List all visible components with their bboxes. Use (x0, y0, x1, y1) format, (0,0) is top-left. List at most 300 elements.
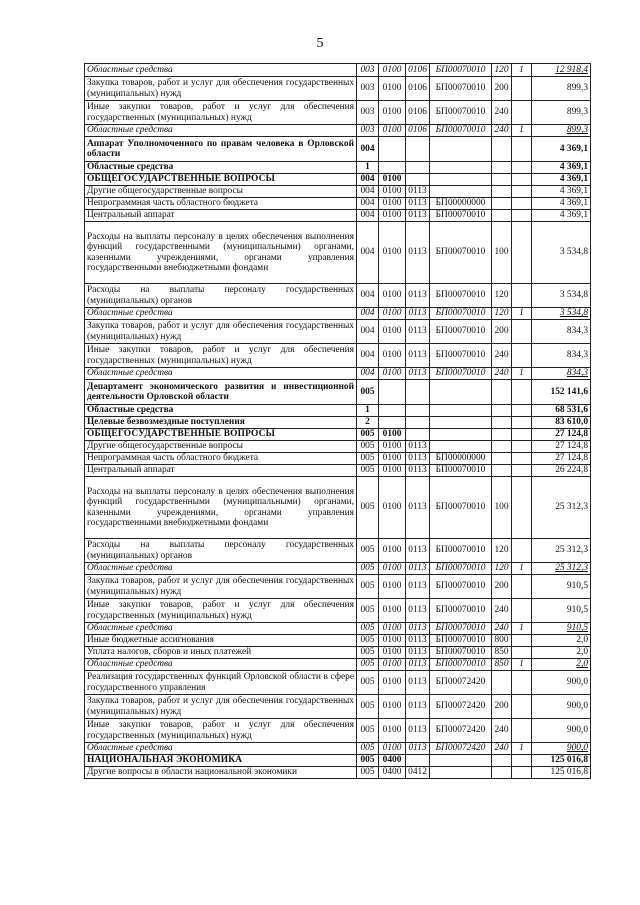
row-expense-type: 850 (492, 659, 512, 671)
row-name: Областные средства (85, 368, 357, 380)
row-expense-type (492, 174, 512, 186)
row-section-code: 0100 (379, 539, 406, 563)
table-row (85, 441, 591, 453)
row-name: ОБЩЕГОСУДАРСТВЕННЫЕ ВОПРОСЫ (85, 429, 357, 441)
row-amount: 25 312,3 (532, 539, 591, 563)
row-source-code (512, 635, 532, 647)
row-amount: 25 312,3 (532, 477, 591, 539)
row-section-code: 0100 (379, 77, 406, 101)
row-section-code (379, 380, 406, 405)
table-row (85, 575, 591, 599)
row-admin-code: 005 (357, 599, 379, 623)
row-name: Непрограммная часть областного бюджета (85, 453, 357, 465)
row-amount: 152 141,6 (532, 380, 591, 405)
row-amount: 2,0 (532, 647, 591, 659)
row-source-code (512, 344, 532, 368)
row-section-code: 0100 (379, 441, 406, 453)
row-section-code: 0100 (379, 477, 406, 539)
row-admin-code: 005 (357, 563, 379, 575)
row-section-code: 0400 (379, 755, 406, 767)
budget-table (84, 63, 591, 779)
row-target-article: БП00070010 (430, 477, 492, 539)
row-name: Расходы на выплаты персоналу в целях обеспечения выполнения функций государственными (муниципальными) органами, казенными учреждениями, органами управления государственными внебюджетными фондами (85, 477, 357, 539)
row-target-article: БП00070010 (430, 77, 492, 101)
row-target-article (430, 162, 492, 174)
table-row (85, 77, 591, 101)
row-expense-type (492, 405, 512, 417)
table-row (85, 174, 591, 186)
row-source-code (512, 755, 532, 767)
row-name: Закупка товаров, работ и услуг для обеспечения государственных (муниципальных) нужд (85, 575, 357, 599)
table-row (85, 344, 591, 368)
row-target-article (430, 174, 492, 186)
row-amount: 900,0 (532, 743, 591, 755)
row-amount: 899,3 (532, 101, 591, 125)
row-target-article: БП00070010 (430, 222, 492, 284)
row-source-code (512, 575, 532, 599)
row-expense-type: 200 (492, 320, 512, 344)
row-name: Иные бюджетные ассигнования (85, 635, 357, 647)
row-source-code (512, 453, 532, 465)
row-source-code (512, 77, 532, 101)
row-admin-code: 004 (357, 320, 379, 344)
row-target-article: БП00070010 (430, 125, 492, 137)
row-section-code: 0100 (379, 222, 406, 284)
row-source-code (512, 441, 532, 453)
row-section-code: 0100 (379, 174, 406, 186)
row-section-code: 0100 (379, 575, 406, 599)
table-row (85, 659, 591, 671)
row-amount: 4 369,1 (532, 186, 591, 198)
table-row (85, 599, 591, 623)
table-row (85, 453, 591, 465)
table-row (85, 635, 591, 647)
row-expense-type: 100 (492, 477, 512, 539)
row-name: Расходы на выплаты персоналу государственных (муниципальных) органов (85, 539, 357, 563)
row-subsection-code: 0113 (406, 719, 430, 743)
row-expense-type: 800 (492, 635, 512, 647)
row-expense-type (492, 186, 512, 198)
table-row (85, 623, 591, 635)
row-amount: 3 534,8 (532, 284, 591, 308)
row-name: Расходы на выплаты персоналу в целях обеспечения выполнения функций государственными (муниципальными) органами, казенными учреждениями, органами управления государственными внебюджетными фондами (85, 222, 357, 284)
row-name: Центральный аппарат (85, 465, 357, 477)
row-name: Иные закупки товаров, работ и услуг для обеспечения государственных (муниципальных) нужд (85, 719, 357, 743)
row-section-code: 0100 (379, 198, 406, 210)
row-section-code: 0100 (379, 308, 406, 320)
row-target-article: БП00070010 (430, 635, 492, 647)
row-target-article: БП00070010 (430, 465, 492, 477)
row-admin-code: 005 (357, 755, 379, 767)
row-name: Непрограммная часть областного бюджета (85, 198, 357, 210)
row-target-article: БП00070010 (430, 368, 492, 380)
row-admin-code: 005 (357, 647, 379, 659)
row-section-code: 0100 (379, 368, 406, 380)
row-section-code: 0100 (379, 64, 406, 77)
row-source-code (512, 671, 532, 695)
row-target-article (430, 441, 492, 453)
row-admin-code: 005 (357, 380, 379, 405)
table-row (85, 563, 591, 575)
table-row (85, 647, 591, 659)
row-amount: 834,3 (532, 368, 591, 380)
row-amount: 125 016,8 (532, 755, 591, 767)
row-section-code: 0100 (379, 695, 406, 719)
row-name: Иные закупки товаров, работ и услуг для обеспечения государственных (муниципальных) нужд (85, 344, 357, 368)
row-subsection-code: 0113 (406, 186, 430, 198)
row-expense-type: 120 (492, 308, 512, 320)
row-name: Реализация государственных функций Орловской области в сфере государственного управления (85, 671, 357, 695)
row-subsection-code (406, 137, 430, 162)
row-name: Областные средства (85, 64, 357, 77)
row-target-article: БП00070010 (430, 599, 492, 623)
row-expense-type (492, 453, 512, 465)
row-target-article: БП00070010 (430, 647, 492, 659)
row-subsection-code: 0113 (406, 308, 430, 320)
row-admin-code: 004 (357, 198, 379, 210)
row-subsection-code (406, 380, 430, 405)
row-subsection-code: 0113 (406, 695, 430, 719)
table-row (85, 368, 591, 380)
row-target-article: БП00070010 (430, 284, 492, 308)
row-subsection-code: 0113 (406, 198, 430, 210)
row-subsection-code: 0113 (406, 599, 430, 623)
row-section-code: 0100 (379, 453, 406, 465)
row-subsection-code (406, 405, 430, 417)
row-name: Другие вопросы в области национальной экономики (85, 767, 357, 779)
row-section-code: 0400 (379, 767, 406, 779)
row-section-code: 0100 (379, 671, 406, 695)
row-target-article: БП00072420 (430, 671, 492, 695)
row-admin-code: 005 (357, 429, 379, 441)
row-amount: 68 531,6 (532, 405, 591, 417)
row-name: Областные средства (85, 623, 357, 635)
budget-table-body (85, 64, 591, 779)
row-amount: 3 534,8 (532, 222, 591, 284)
row-subsection-code: 0113 (406, 368, 430, 380)
row-source-code: 1 (512, 64, 532, 77)
row-section-code (379, 162, 406, 174)
table-row (85, 671, 591, 695)
row-target-article (430, 380, 492, 405)
row-amount: 910,5 (532, 623, 591, 635)
row-admin-code: 003 (357, 101, 379, 125)
row-admin-code: 004 (357, 284, 379, 308)
row-expense-type: 120 (492, 539, 512, 563)
row-subsection-code: 0412 (406, 767, 430, 779)
row-target-article: БП00070010 (430, 539, 492, 563)
row-admin-code: 003 (357, 77, 379, 101)
row-expense-type: 120 (492, 563, 512, 575)
row-name: Аппарат Уполномоченного по правам человека в Орловской области (85, 137, 357, 162)
row-target-article: БП00070010 (430, 659, 492, 671)
row-admin-code: 003 (357, 125, 379, 137)
row-expense-type: 850 (492, 647, 512, 659)
row-section-code (379, 417, 406, 429)
row-section-code: 0100 (379, 635, 406, 647)
row-section-code (379, 405, 406, 417)
row-target-article: БП00072420 (430, 743, 492, 755)
row-admin-code: 005 (357, 695, 379, 719)
row-section-code: 0100 (379, 284, 406, 308)
row-amount: 4 369,1 (532, 137, 591, 162)
row-section-code: 0100 (379, 659, 406, 671)
row-source-code (512, 162, 532, 174)
row-target-article: БП00070010 (430, 64, 492, 77)
row-name: Иные закупки товаров, работ и услуг для обеспечения государственных (муниципальных) нужд (85, 599, 357, 623)
row-name: Областные средства (85, 563, 357, 575)
row-expense-type: 100 (492, 222, 512, 284)
row-admin-code: 004 (357, 222, 379, 284)
row-admin-code: 004 (357, 344, 379, 368)
row-amount: 83 610,0 (532, 417, 591, 429)
row-source-code (512, 174, 532, 186)
row-name: Областные средства (85, 125, 357, 137)
row-source-code (512, 465, 532, 477)
row-section-code: 0100 (379, 465, 406, 477)
row-target-article: БП00070010 (430, 320, 492, 344)
row-subsection-code: 0113 (406, 743, 430, 755)
row-admin-code: 005 (357, 635, 379, 647)
row-name: Областные средства (85, 308, 357, 320)
row-target-article: БП00000000 (430, 453, 492, 465)
table-row (85, 308, 591, 320)
row-source-code (512, 719, 532, 743)
row-target-article: БП00072420 (430, 695, 492, 719)
row-admin-code: 005 (357, 441, 379, 453)
row-name: Закупка товаров, работ и услуг для обеспечения государственных (муниципальных) нужд (85, 77, 357, 101)
row-admin-code: 005 (357, 719, 379, 743)
row-source-code (512, 539, 532, 563)
row-amount: 2,0 (532, 635, 591, 647)
table-row (85, 417, 591, 429)
row-subsection-code: 0113 (406, 575, 430, 599)
row-expense-type: 120 (492, 64, 512, 77)
row-amount: 910,5 (532, 599, 591, 623)
row-section-code: 0100 (379, 320, 406, 344)
table-row (85, 743, 591, 755)
row-target-article (430, 755, 492, 767)
row-amount: 899,3 (532, 125, 591, 137)
row-target-article (430, 767, 492, 779)
row-source-code (512, 380, 532, 405)
row-section-code: 0100 (379, 101, 406, 125)
table-row (85, 767, 591, 779)
row-source-code: 1 (512, 308, 532, 320)
row-admin-code: 004 (357, 308, 379, 320)
row-expense-type: 240 (492, 368, 512, 380)
row-amount: 27 124,8 (532, 453, 591, 465)
row-amount: 125 016,8 (532, 767, 591, 779)
row-name: Другие общегосударственные вопросы (85, 441, 357, 453)
row-amount: 834,3 (532, 320, 591, 344)
row-target-article (430, 405, 492, 417)
row-source-code (512, 767, 532, 779)
row-amount: 900,0 (532, 695, 591, 719)
row-source-code (512, 417, 532, 429)
row-subsection-code: 0106 (406, 101, 430, 125)
row-name: Иные закупки товаров, работ и услуг для обеспечения государственных (муниципальных) нужд (85, 101, 357, 125)
row-subsection-code: 0113 (406, 441, 430, 453)
row-source-code (512, 101, 532, 125)
row-amount: 26 224,8 (532, 465, 591, 477)
row-admin-code: 004 (357, 368, 379, 380)
row-name: Департамент экономического развития и инвестиционной деятельности Орловской области (85, 380, 357, 405)
row-subsection-code (406, 755, 430, 767)
row-subsection-code: 0113 (406, 222, 430, 284)
row-name: Областные средства (85, 659, 357, 671)
row-amount: 899,3 (532, 77, 591, 101)
row-expense-type (492, 198, 512, 210)
row-target-article: БП00070010 (430, 623, 492, 635)
table-row (85, 477, 591, 539)
row-amount: 3 534,8 (532, 308, 591, 320)
row-section-code: 0100 (379, 186, 406, 198)
row-name: НАЦИОНАЛЬНАЯ ЭКОНОМИКА (85, 755, 357, 767)
row-source-code (512, 210, 532, 222)
row-expense-type: 200 (492, 695, 512, 719)
row-subsection-code: 0106 (406, 77, 430, 101)
row-expense-type (492, 671, 512, 695)
row-name: Областные средства (85, 405, 357, 417)
row-section-code: 0100 (379, 743, 406, 755)
row-amount: 900,0 (532, 719, 591, 743)
row-subsection-code: 0113 (406, 623, 430, 635)
row-admin-code: 004 (357, 186, 379, 198)
row-subsection-code: 0113 (406, 320, 430, 344)
row-source-code (512, 429, 532, 441)
row-source-code: 1 (512, 743, 532, 755)
row-expense-type (492, 465, 512, 477)
row-subsection-code: 0113 (406, 477, 430, 539)
row-source-code (512, 477, 532, 539)
table-row (85, 186, 591, 198)
row-subsection-code: 0113 (406, 671, 430, 695)
table-row (85, 284, 591, 308)
row-expense-type: 200 (492, 77, 512, 101)
row-source-code (512, 695, 532, 719)
row-admin-code: 005 (357, 453, 379, 465)
row-section-code: 0100 (379, 599, 406, 623)
row-expense-type (492, 137, 512, 162)
row-subsection-code: 0106 (406, 64, 430, 77)
table-row (85, 719, 591, 743)
row-target-article: БП00070010 (430, 344, 492, 368)
row-name: Закупка товаров, работ и услуг для обеспечения государственных (муниципальных) нужд (85, 695, 357, 719)
row-section-code (379, 137, 406, 162)
row-expense-type: 240 (492, 623, 512, 635)
row-source-code (512, 405, 532, 417)
row-expense-type: 240 (492, 599, 512, 623)
row-target-article: БП00070010 (430, 210, 492, 222)
row-source-code: 1 (512, 659, 532, 671)
row-name: Областные средства (85, 162, 357, 174)
row-name: ОБЩЕГОСУДАРСТВЕННЫЕ ВОПРОСЫ (85, 174, 357, 186)
table-row (85, 64, 591, 77)
row-source-code: 1 (512, 125, 532, 137)
row-admin-code: 005 (357, 623, 379, 635)
row-amount: 4 369,1 (532, 162, 591, 174)
row-admin-code: 005 (357, 465, 379, 477)
row-subsection-code: 0113 (406, 539, 430, 563)
table-row (85, 429, 591, 441)
table-row (85, 137, 591, 162)
row-source-code: 1 (512, 563, 532, 575)
row-expense-type: 120 (492, 284, 512, 308)
table-row (85, 695, 591, 719)
row-name: Областные средства (85, 743, 357, 755)
row-subsection-code: 0113 (406, 453, 430, 465)
row-section-code: 0100 (379, 623, 406, 635)
row-source-code (512, 186, 532, 198)
row-subsection-code (406, 174, 430, 186)
row-source-code (512, 198, 532, 210)
row-amount: 25 312,3 (532, 563, 591, 575)
row-admin-code: 1 (357, 162, 379, 174)
table-row (85, 210, 591, 222)
row-subsection-code: 0113 (406, 344, 430, 368)
row-subsection-code: 0113 (406, 563, 430, 575)
row-amount: 4 369,1 (532, 174, 591, 186)
row-section-code: 0100 (379, 125, 406, 137)
row-expense-type (492, 767, 512, 779)
table-row (85, 465, 591, 477)
table-row (85, 380, 591, 405)
row-source-code: 1 (512, 368, 532, 380)
table-row (85, 320, 591, 344)
row-target-article (430, 137, 492, 162)
table-row (85, 755, 591, 767)
row-subsection-code: 0113 (406, 647, 430, 659)
row-target-article (430, 417, 492, 429)
row-subsection-code (406, 417, 430, 429)
row-name: Центральный аппарат (85, 210, 357, 222)
row-amount: 910,5 (532, 575, 591, 599)
table-row (85, 539, 591, 563)
row-admin-code: 005 (357, 575, 379, 599)
row-section-code: 0100 (379, 344, 406, 368)
row-expense-type (492, 417, 512, 429)
row-expense-type (492, 210, 512, 222)
row-amount: 4 369,1 (532, 210, 591, 222)
row-name: Расходы на выплаты персоналу государственных (муниципальных) органов (85, 284, 357, 308)
row-admin-code: 005 (357, 671, 379, 695)
row-admin-code: 004 (357, 137, 379, 162)
row-section-code: 0100 (379, 429, 406, 441)
table-row (85, 101, 591, 125)
row-expense-type (492, 429, 512, 441)
row-admin-code: 005 (357, 477, 379, 539)
row-admin-code: 1 (357, 405, 379, 417)
row-expense-type (492, 755, 512, 767)
row-expense-type: 240 (492, 719, 512, 743)
page-number: 5 (316, 36, 324, 51)
row-section-code: 0100 (379, 563, 406, 575)
row-expense-type: 240 (492, 101, 512, 125)
table-row (85, 222, 591, 284)
row-target-article (430, 429, 492, 441)
row-expense-type: 240 (492, 743, 512, 755)
row-subsection-code (406, 429, 430, 441)
row-amount: 2,0 (532, 659, 591, 671)
row-source-code (512, 137, 532, 162)
row-source-code: 1 (512, 623, 532, 635)
row-subsection-code: 0113 (406, 635, 430, 647)
row-section-code: 0100 (379, 647, 406, 659)
row-subsection-code: 0113 (406, 659, 430, 671)
row-admin-code: 003 (357, 64, 379, 77)
row-admin-code: 004 (357, 210, 379, 222)
